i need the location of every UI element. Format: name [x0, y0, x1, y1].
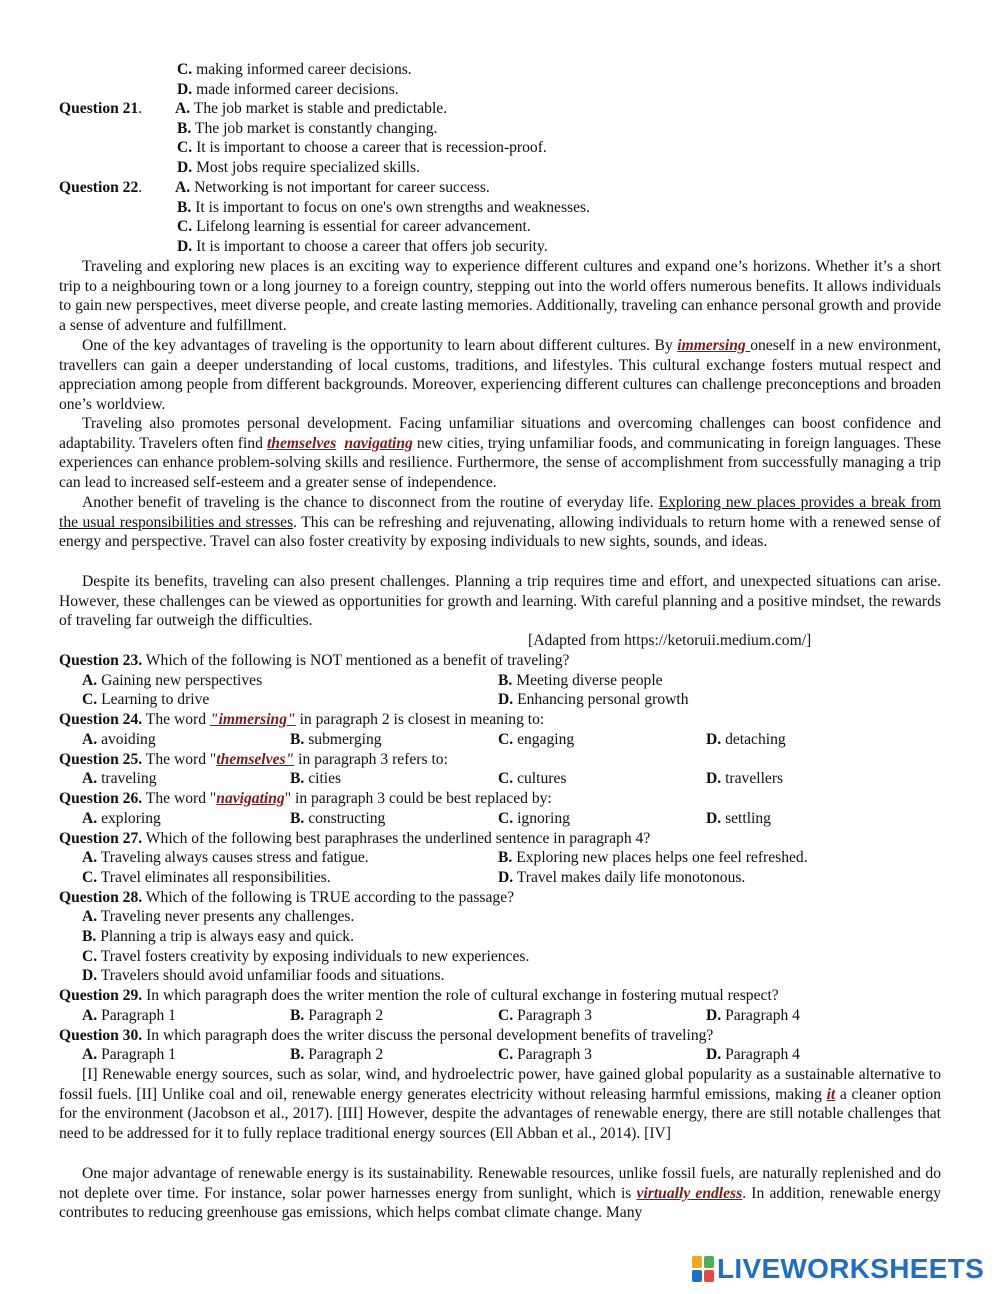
- q26-option-d[interactable]: D. settling: [706, 810, 771, 827]
- q23-option-a[interactable]: A. Gaining new perspectives: [82, 672, 263, 689]
- keyword-navigating: navigating: [344, 434, 413, 452]
- q28-option-b[interactable]: B. Planning a trip is always easy and quick.: [82, 928, 354, 945]
- liveworksheets-logo-icon: [692, 1256, 714, 1282]
- q22-label: Question 22.: [59, 179, 143, 196]
- q25-option-a[interactable]: A. traveling: [82, 770, 157, 787]
- q21-option-c[interactable]: C. It is important to choose a career that is recession-proof.: [177, 139, 547, 156]
- q21-option-b[interactable]: B. The job market is constantly changing.: [177, 120, 438, 137]
- q24-stem: Question 24. The word "immersing" in paragraph 2 is closest in meaning to:: [59, 711, 545, 728]
- q26-option-b[interactable]: B. constructing: [290, 810, 386, 827]
- q30-option-c[interactable]: C. Paragraph 3: [498, 1046, 592, 1063]
- q24-option-d[interactable]: D. detaching: [706, 731, 786, 748]
- keyword-virtually-endless: virtually endless: [636, 1184, 743, 1202]
- q29-option-b[interactable]: B. Paragraph 2: [290, 1007, 384, 1024]
- q22-option-a[interactable]: A. Networking is not important for career success.: [175, 179, 490, 196]
- q30-stem: Question 30. In which paragraph does the writer discuss the personal development benefits of traveling?: [59, 1027, 714, 1044]
- q26-option-c[interactable]: C. ignoring: [498, 810, 570, 827]
- q29-option-d[interactable]: D. Paragraph 4: [706, 1007, 800, 1024]
- liveworksheets-logo-text: LIVEWORKSHEETS: [717, 1253, 985, 1284]
- q29-option-c[interactable]: C. Paragraph 3: [498, 1007, 592, 1024]
- q27-option-a[interactable]: A. Traveling always causes stress and fatigue.: [82, 849, 369, 866]
- q21-option-a[interactable]: A. The job market is stable and predictable.: [175, 100, 448, 117]
- q20-option-d: D. made informed career decisions.: [177, 81, 399, 98]
- q23-option-c[interactable]: C. Learning to drive: [82, 691, 210, 708]
- passage-source: [Adapted from https://ketoruii.medium.com/]: [528, 632, 812, 649]
- q23-stem: Question 23. Which of the following is NOT mentioned as a benefit of traveling?: [59, 652, 570, 669]
- q24-option-c[interactable]: C. engaging: [498, 731, 575, 748]
- keyword-themselves: themselves: [266, 434, 337, 452]
- q30-option-b[interactable]: B. Paragraph 2: [290, 1046, 384, 1063]
- q25-stem: Question 25. The word "themselves" in paragraph 3 refers to:: [59, 751, 448, 768]
- q26-stem: Question 26. The word "navigating" in paragraph 3 could be best replaced by:: [59, 790, 552, 807]
- underlined-sentence: Exploring new places provides a break from the usual responsibilities and stresses: [59, 494, 942, 531]
- passage2-paragraph-1: [I] Renewable energy sources, such as solar, wind, and hydroelectric power, have gained global popularity as a sustainable alternative to fossil fuels. [II] Unlike coal and oil, renewable energy generates electricity without releasing harmful emissions, making it a cleaner option for the environment (Jacobson et al., 2017). [III] However, despite the advantages of renewable energy, there are still notable challenges that need to be addressed for it to fully replace traditional energy sources (Ell Abban et al., 2014). [IV]: [59, 1066, 942, 1142]
- q27-stem: Question 27. Which of the following best paraphrases the underlined sentence in paragraph 4?: [59, 830, 651, 847]
- q23-option-d[interactable]: D. Enhancing personal growth: [498, 691, 689, 708]
- q24-option-a[interactable]: A. avoiding: [82, 731, 156, 748]
- passage-paragraph-1: Traveling and exploring new places is an exciting way to experience different cultures and expand one’s horizons. Whether it’s a short trip to a neighbouring town or a long journey to a foreign country, stepping out into the world offers numerous benefits. It allows individuals to gain new perspectives, meet diverse people, and create lasting memories. Additionally, traveling can enhance personal growth and provide a sense of adventure and fulfillment.: [59, 258, 941, 334]
- passage-paragraph-3: Traveling also promotes personal development. Facing unfamiliar situations and overcoming challenges can boost confidence and adaptability. Travelers often find themselves navigating new cities, trying unfamiliar foods, and communicating in foreign languages. These experiences can enhance problem-solving skills and resilience. Furthermore, the sense of accomplishment from successfully managing a trip can lead to increased self-esteem and a greater sense of independence.: [59, 415, 942, 491]
- keyword-it: it: [826, 1085, 836, 1103]
- passage-paragraph-2: One of the key advantages of traveling is the opportunity to learn about different cultures. By immersing oneself in a new environment, travellers can gain a deeper understanding of local customs, traditions, and lifestyles. This cultural exchange fosters mutual respect and appreciation among people from different backgrounds. Moreover, experiencing different cultures can challenge preconceptions and broaden one’s worldview.: [59, 337, 941, 413]
- q26-option-a[interactable]: A. exploring: [82, 810, 161, 827]
- q23-option-b[interactable]: B. Meeting diverse people: [498, 672, 663, 689]
- passage-paragraph-4: Another benefit of traveling is the chance to disconnect from the routine of everyday life. Exploring new places provides a break from the usual responsibilities and stresses. This can be refreshing and rejuvenating, allowing individuals to return home with a renewed sense of energy and perspective. Travel can also foster creativity by exposing individuals to new sights, sounds, and ideas.: [59, 494, 942, 551]
- q27-option-c[interactable]: C. Travel eliminates all responsibilities.: [82, 869, 331, 886]
- passage-paragraph-5: Despite its benefits, traveling can also present challenges. Planning a trip requires time and effort, and unexpected situations can arise. However, these challenges can be viewed as opportunities for growth and learning. With careful planning and a positive mindset, the rewards of traveling far outweigh the difficulties.: [59, 573, 941, 630]
- q21-label: Question 21.: [59, 100, 143, 117]
- keyword-immersing: immersing: [677, 337, 751, 354]
- q25-option-c[interactable]: C. cultures: [498, 770, 567, 787]
- passage2-paragraph-2: One major advantage of renewable energy is its sustainability. Renewable resources, unlike fossil fuels, are naturally replenished and do not deplete over time. For instance, solar power harnesses energy from sunlight, which is virtually endless. In addition, renewable energy contributes to reducing greenhouse gas emissions, which helps combat climate change. Many: [59, 1165, 942, 1222]
- q28-option-c[interactable]: C. Travel fosters creativity by exposing individuals to new experiences.: [82, 948, 530, 965]
- q25-option-b[interactable]: B. cities: [290, 770, 342, 787]
- q28-option-a[interactable]: A. Traveling never presents any challenges.: [82, 908, 355, 925]
- q30-option-d[interactable]: D. Paragraph 4: [706, 1046, 800, 1063]
- q28-option-d[interactable]: D. Travelers should avoid unfamiliar foods and situations.: [82, 967, 445, 984]
- q27-option-d[interactable]: D. Travel makes daily life monotonous.: [498, 869, 746, 886]
- q22-option-d[interactable]: D. It is important to choose a career that offers job security.: [177, 238, 548, 255]
- q28-stem: Question 28. Which of the following is TRUE according to the passage?: [59, 889, 515, 906]
- liveworksheets-logo[interactable]: [692, 1254, 984, 1284]
- q22-option-c[interactable]: C. Lifelong learning is essential for career advancement.: [177, 218, 531, 235]
- q24-option-b[interactable]: B. submerging: [290, 731, 382, 748]
- q21-option-d[interactable]: D. Most jobs require specialized skills.: [177, 159, 420, 176]
- q25-option-d[interactable]: D. travellers: [706, 770, 784, 787]
- q30-option-a[interactable]: A. Paragraph 1: [82, 1046, 176, 1063]
- q29-option-a[interactable]: A. Paragraph 1: [82, 1007, 176, 1024]
- q27-option-b[interactable]: B. Exploring new places helps one feel refreshed.: [498, 849, 808, 866]
- q20-option-c: C. making informed career decisions.: [177, 61, 412, 78]
- q22-option-b[interactable]: B. It is important to focus on one's own strengths and weaknesses.: [177, 199, 590, 216]
- q29-stem: Question 29. In which paragraph does the writer mention the role of cultural exchange in fostering mutual respect?: [59, 987, 779, 1004]
